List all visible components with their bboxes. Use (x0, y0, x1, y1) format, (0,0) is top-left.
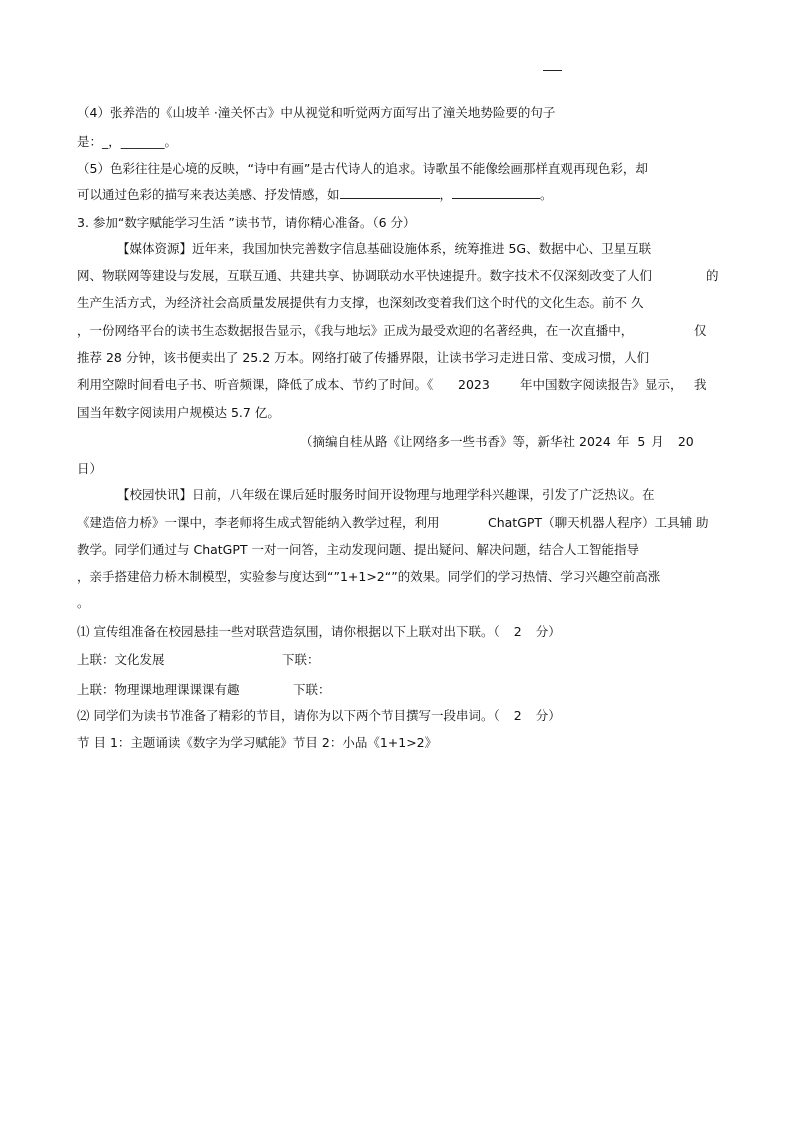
campus-line-2-end: ChatGPT（聊天机器人程序）工具辅 助 (488, 515, 709, 530)
sub-question-2-text: ⑵ 同学们为读书节准备了精彩的节目，请你为以下两个节目撰写一段串词。（ (77, 708, 500, 723)
sub-question-2 (77, 707, 561, 725)
answer-blank-1[interactable] (340, 186, 440, 199)
campus-line-3: 教学。同学们通过与 ChatGPT 一对一问答，主动发现问题、提出疑问、解决问题，结合人工智能指导 (77, 542, 640, 557)
q4-line1: （4）张养浩的《山坡羊 ·潼关怀古》中从视觉和听觉两方面写出了潼关地势险要的句子 (77, 105, 556, 120)
couplet-1-upper: 上联：文化发展 (77, 652, 165, 667)
media-line-6-year: 2023 (458, 377, 490, 392)
couplet-1-lower: 下联： (282, 652, 320, 667)
media-line-6-report: 年中国数字阅读报告》显示， (520, 377, 683, 392)
source-day: 20 (677, 434, 694, 449)
answer-blank-2[interactable] (452, 186, 540, 199)
source-year: 2024 (579, 434, 611, 449)
media-line-4: ，一份网络平台的读书生态数据报告显示，《我与地坛》正成为最受欢迎的名著经典，在一次直播中， (77, 323, 634, 338)
source-month-unit: 月 (651, 434, 664, 449)
sub-question-2-unit: 分） (535, 708, 561, 723)
campus-line-5: 。 (77, 595, 90, 610)
media-line-7: 国当年数字阅读用户规模达 5.7 亿。 (77, 405, 280, 420)
q5-period: 。 (540, 187, 553, 202)
source-month: 5 (637, 434, 646, 449)
media-line-2: 网、物联网等建设与发展，互联互通、共建共享、协调联动水平快速提升。数字技术不仅深刻改变了人们 (77, 268, 653, 283)
program-line: 节 目 1：主题诵读《数字为学习赋能》节目 2：小品《1+1>2》 (77, 735, 438, 750)
campus-line-2: 《建造倍力桥》一课中，李老师将生成式智能纳入教学过程，利用 (77, 515, 440, 530)
media-line-2-end: 的 (706, 268, 719, 283)
q5-line2-text: 可以通过色彩的描写来表达美感、抒发情感，如 (77, 187, 340, 202)
campus-line-1: 【校园快讯】日前，八年级在课后延时服务时间开设物理与地理学科兴趣课，引发了广泛热议。在 (117, 487, 655, 502)
couplet-2-upper: 上联：物理课地理课课课有趣 (77, 682, 240, 697)
media-line-4-end: 仅 (694, 323, 707, 338)
sub-question-1 (77, 623, 561, 641)
q4-line2: 是：_，_______。 (77, 134, 178, 149)
media-line-6-end: 我 (694, 377, 707, 392)
source-text: （摘编自桂从路《让网络多一些书香》等，新华社 (300, 434, 576, 449)
media-line-1: 【媒体资源】近年来，我国加快完善数字信息基础设施体系，统筹推进 5G、数据中心、卫星互联 (117, 241, 652, 256)
source-line-1 (300, 433, 694, 451)
q5-line1: （5）色彩往往是心境的反映，“诗中有画”是古代诗人的追求。诗歌虽不能像绘画那样直观再现色彩，却 (77, 161, 648, 176)
media-line-6: 利用空隙时间看电子书、听音频课，降低了成本、节约了时间。《 (77, 377, 434, 392)
media-line-5: 推荐 28 分钟，该书便卖出了 25.2 万本。网络打破了传播界限，让读书学习走进日常、变成习惯，人们 (77, 350, 650, 365)
header-dash (543, 70, 562, 71)
sub-question-1-unit: 分） (535, 624, 561, 639)
source-line-2: 日） (77, 461, 103, 476)
source-year-unit: 年 (616, 434, 630, 449)
sub-question-1-score: 2 (513, 624, 522, 639)
sub-question-1-text: ⑴ 宣传组准备在校园悬挂一些对联营造氛围，请你根据以下上联对出下联。（ (77, 624, 500, 639)
sub-question-2-score: 2 (513, 708, 522, 723)
q5-line2 (77, 186, 553, 204)
media-line-3: 生产生活方式，为经济社会高质量发展提供有力支撑，也深刻改变着我们这个时代的文化生态。前不 久 (77, 295, 644, 310)
q5-comma: ， (439, 187, 453, 202)
q3-title: 3. 参加“数字赋能学习生活 ”读书节，请你精心准备。（6 分） (77, 215, 416, 230)
couplet-2-lower: 下联： (293, 682, 331, 697)
campus-line-4: ，亲手搭建倍力桥木制模型，实验参与度达到“”1+1>2“”的效果。同学们的学习热情、学习兴趣空前高涨 (77, 569, 661, 584)
